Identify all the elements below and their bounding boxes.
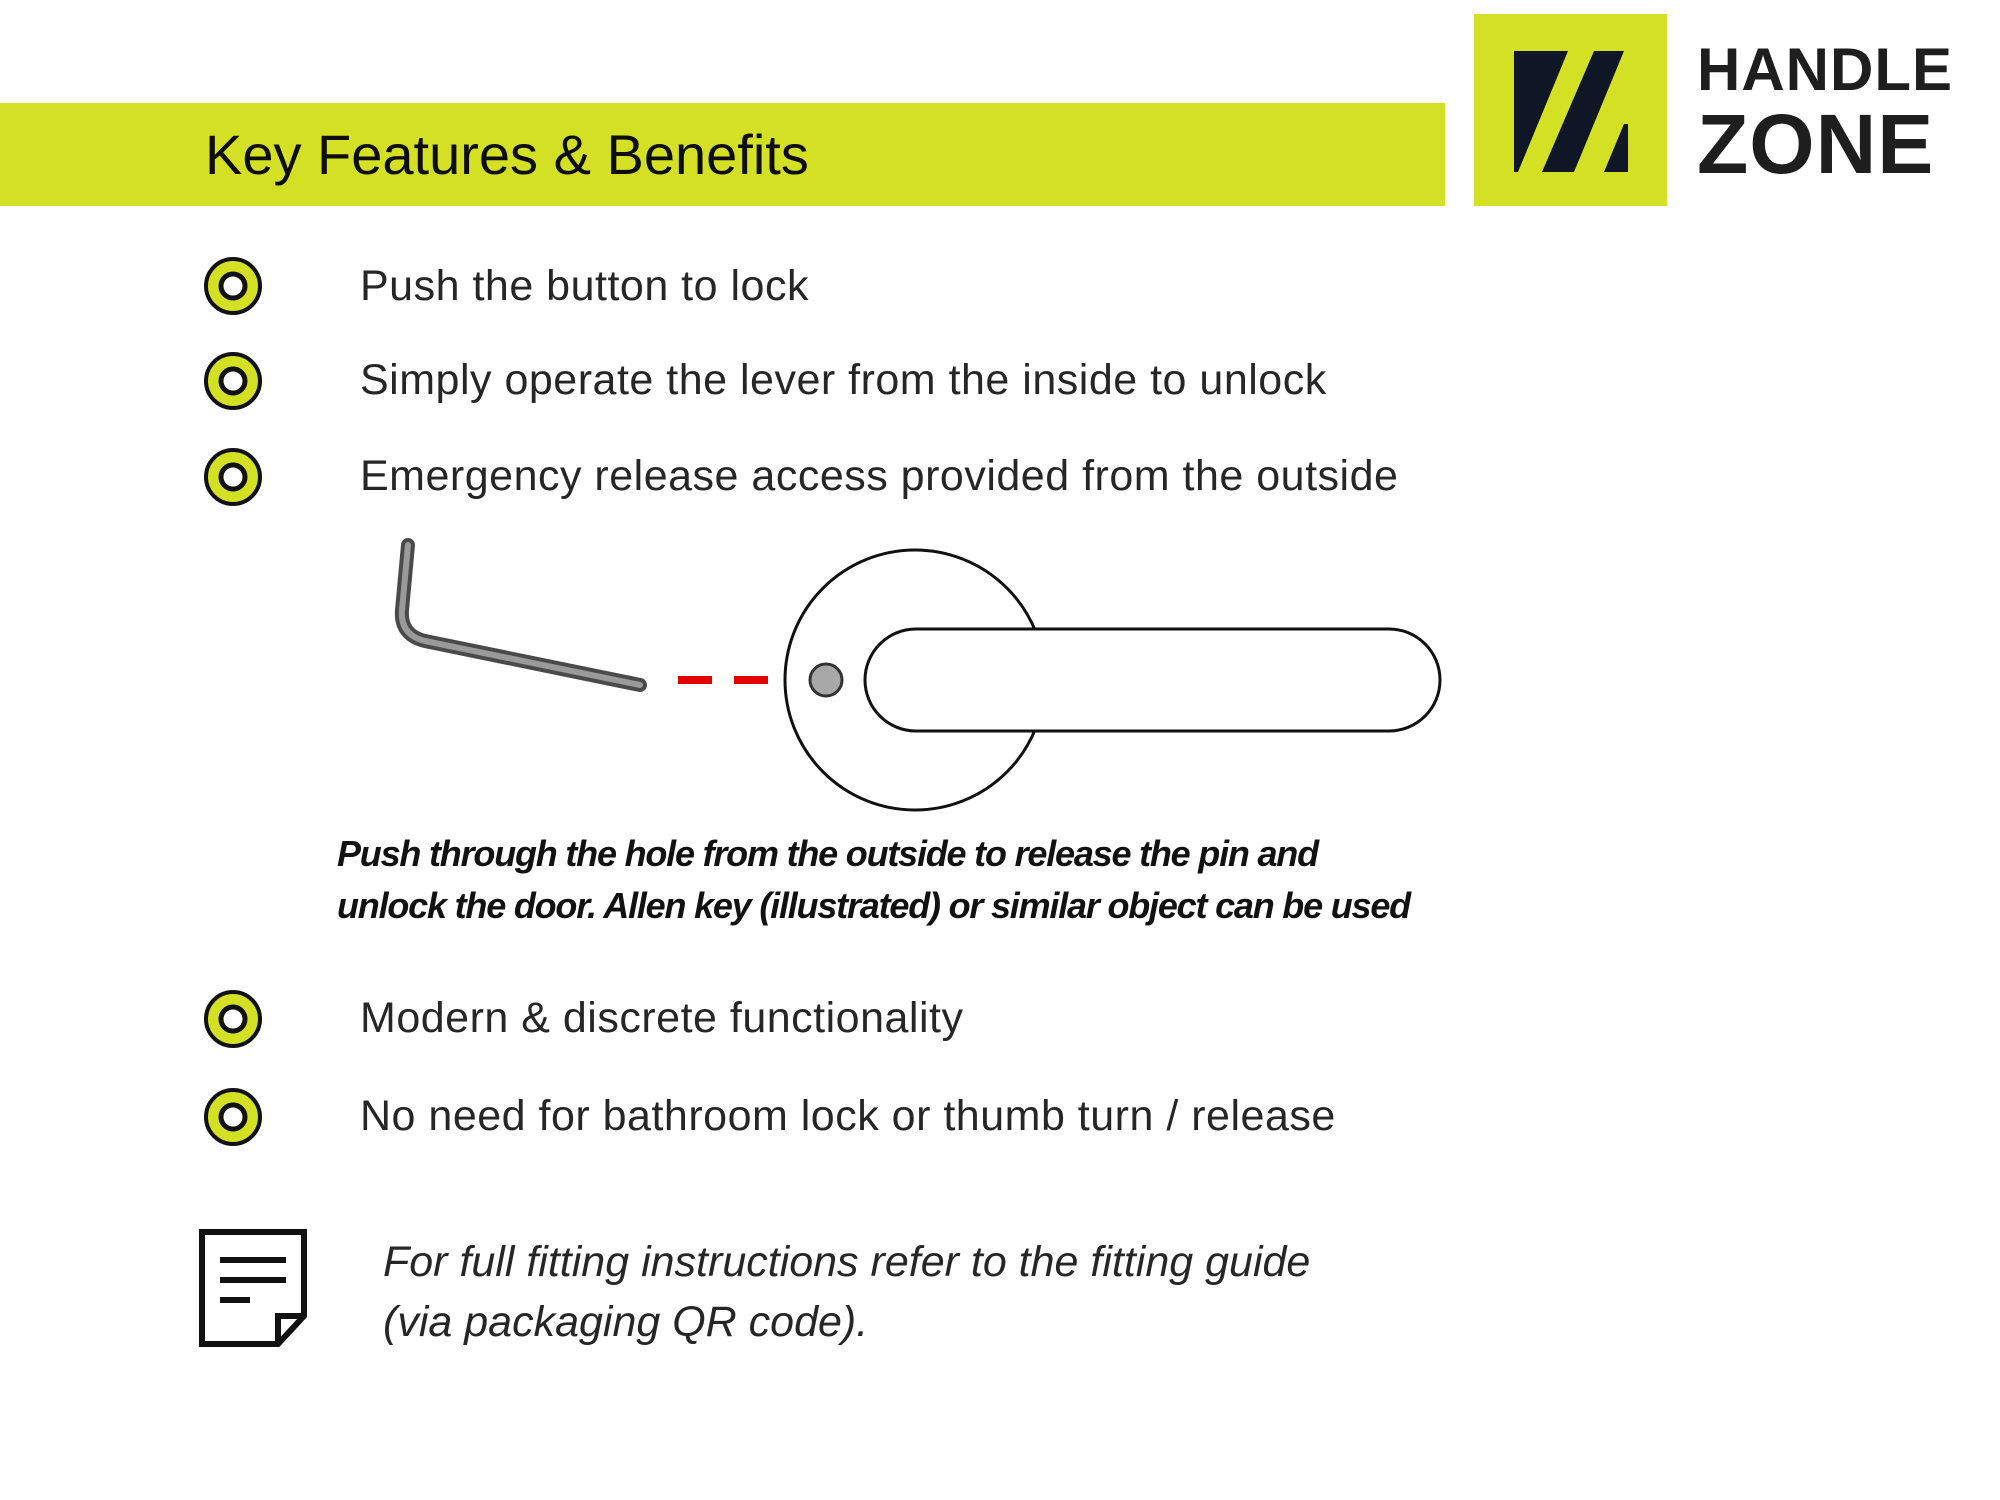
handle-lever	[865, 629, 1440, 731]
caption-line: Push through the hole from the outside to release the pin and	[337, 833, 1318, 874]
note-line: For full fitting instructions refer to the fitting guide	[383, 1238, 1311, 1286]
bullet-ring-icon	[202, 988, 264, 1050]
diagram-caption	[337, 828, 1477, 932]
feature-item: Emergency release access provided from the outside	[360, 452, 1399, 500]
bullet-ring-icon	[202, 350, 264, 412]
page-title: Key Features & Benefits	[205, 123, 809, 186]
feature-item: Push the button to lock	[360, 262, 809, 310]
feature-item: No need for bathroom lock or thumb turn / release	[360, 1092, 1336, 1140]
bullet-ring-icon	[202, 446, 264, 508]
brand-logo-wordmark	[1697, 36, 1953, 191]
fitting-guide-note	[383, 1232, 1310, 1352]
document-icon	[198, 1228, 310, 1348]
bullet-ring-icon	[202, 255, 264, 317]
feature-item: Simply operate the lever from the inside to unlock	[360, 356, 1327, 404]
logo-word-handle: HANDLE	[1697, 36, 1953, 103]
bullet-ring-icon	[202, 1086, 264, 1148]
emergency-release-diagram	[370, 535, 1450, 820]
handle-zone-slash-logo-icon	[1474, 14, 1667, 206]
brand-logo-mark	[1474, 14, 1667, 206]
feature-item: Modern & discrete functionality	[360, 994, 964, 1042]
caption-line: unlock the door. Allen key (illustrated) or similar object can be used	[337, 885, 1410, 926]
note-line: (via packaging QR code).	[383, 1298, 869, 1346]
logo-word-zone: ZONE	[1697, 97, 1935, 191]
allen-key-icon	[402, 545, 640, 685]
release-hole	[810, 664, 842, 696]
